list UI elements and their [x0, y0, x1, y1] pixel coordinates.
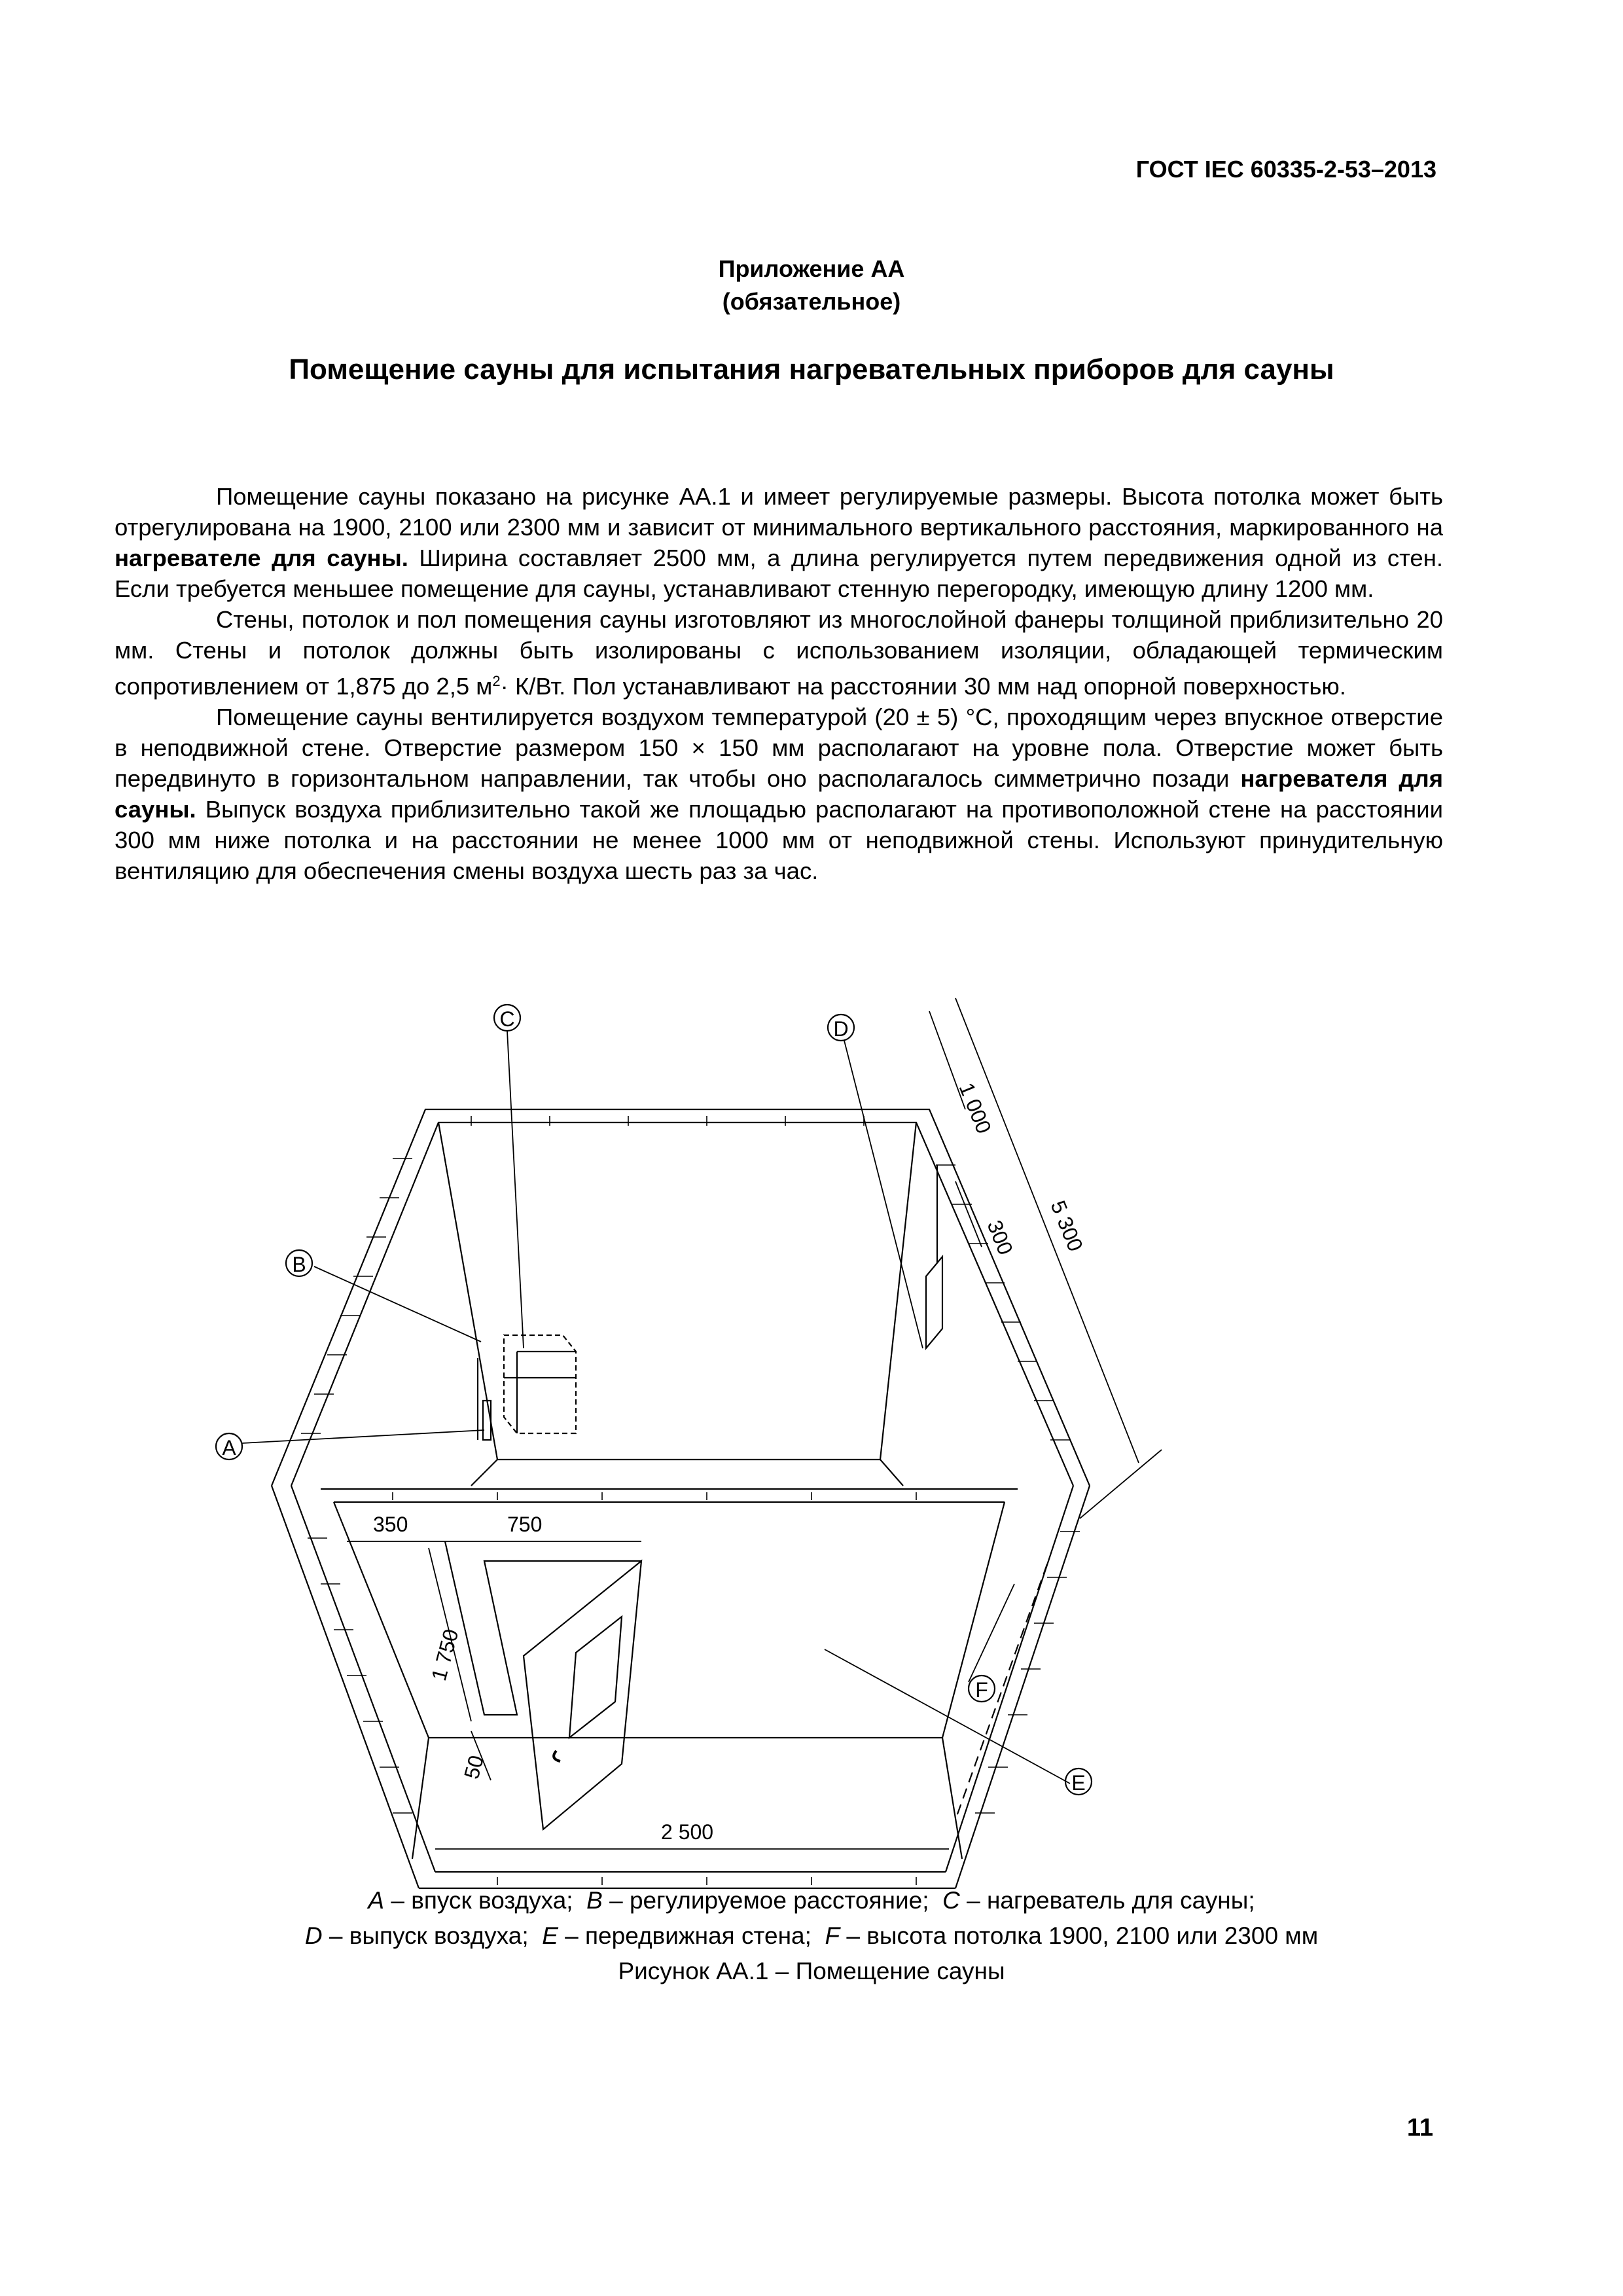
dim-1000: 1 000: [954, 1079, 996, 1137]
callout-b: [286, 1250, 312, 1276]
svg-text:B: B: [292, 1253, 306, 1276]
sauna-heater: [478, 1335, 576, 1440]
dim-300: 300: [982, 1217, 1018, 1259]
leader-lines: [242, 1031, 1070, 1784]
annex-status: (обязательное): [722, 288, 901, 315]
standard-header: ГОСТ IEC 60335-2-53–2013: [1135, 156, 1436, 183]
paragraph-2: Стены, потолок и пол помещения сауны изготовляют из многослойной фанеры толщиной приблизительно 20 мм. Стены и потолок должны быть изолированы с использованием изоляции, обладающей термическим сопротивлением от 1,875 до 2,5 $м^2\cdot К/Вт$. Пол устанавливают на расстоянии 30 мм над опорной поверхностью.: [115, 606, 1443, 700]
dim-2500: 2 500: [661, 1820, 714, 1844]
legend-line-1: A – впуск воздуха; B – регулируемое расстояние; C – нагреватель для сауны;: [368, 1887, 1255, 1914]
callout-a: [216, 1433, 242, 1460]
svg-text:C: C: [499, 1007, 515, 1031]
dim-750: 750: [507, 1513, 543, 1536]
air-outlet: [926, 1165, 942, 1348]
annex-label: Приложение АА: [718, 255, 905, 282]
callout-f: [969, 1676, 995, 1702]
svg-text:E: E: [1071, 1771, 1086, 1795]
dim-1750: 1 750: [426, 1626, 463, 1683]
door: [445, 1541, 641, 1829]
callout-d: [828, 1014, 854, 1041]
svg-text:F: F: [975, 1678, 988, 1702]
paragraph-1: Помещение сауны показано на рисунке АА.1 и имеет регулируемые размеры. Высота потолка может быть отрегулирована на 1900, 2100 или 2300 мм и зависит от минимального вертикального расстояния, маркированного на нагревателе для сауны. Ширина составляет 2500 мм, а длина регулируется путем передвижения одной из стен. Если требуется меньшее помещение для сауны, устанавливают стенную перегородку, имеющую длину 1200 мм.: [115, 483, 1443, 602]
dimension-lines: [347, 998, 1162, 1849]
svg-text:D: D: [833, 1017, 849, 1041]
callout-c: [494, 1005, 520, 1031]
svg-text:A: A: [222, 1436, 236, 1460]
page-number: 11: [1406, 2114, 1433, 2142]
paragraph-3: Помещение сауны вентилируется воздухом температурой (20 ± 5) °С, проходящим через впускное отверстие в неподвижной стене. Отверстие размером 150 × 150 мм располагают на уровне пола. Отверстие может быть передвинуто в горизонтальном направлении, так чтобы оно располагалось симметрично позади нагревателя для сауны. Выпуск воздуха приблизительно такой же площадью располагают на противоположной стене на расстоянии 300 мм ниже потолка и на расстоянии не менее 1000 мм от неподвижной стены. Используют принудительную вентиляцию для обеспечения смены воздуха шесть раз за час.: [115, 704, 1444, 885]
callout-e: [1065, 1768, 1092, 1795]
page-title: Помещение сауны для испытания нагревательных приборов для сауны: [289, 353, 1334, 386]
legend-line-2: D – выпуск воздуха; E – передвижная стена; F – высота потолка 1900, 2100 или 2300 мм: [304, 1922, 1319, 1949]
dim-5300: 5 300: [1046, 1197, 1088, 1255]
dim-50: 50: [459, 1753, 488, 1782]
room-walls: [272, 1109, 1090, 1888]
figure-caption: Рисунок АА.1 – Помещение сауны: [618, 1958, 1005, 1984]
dim-350: 350: [373, 1513, 408, 1536]
